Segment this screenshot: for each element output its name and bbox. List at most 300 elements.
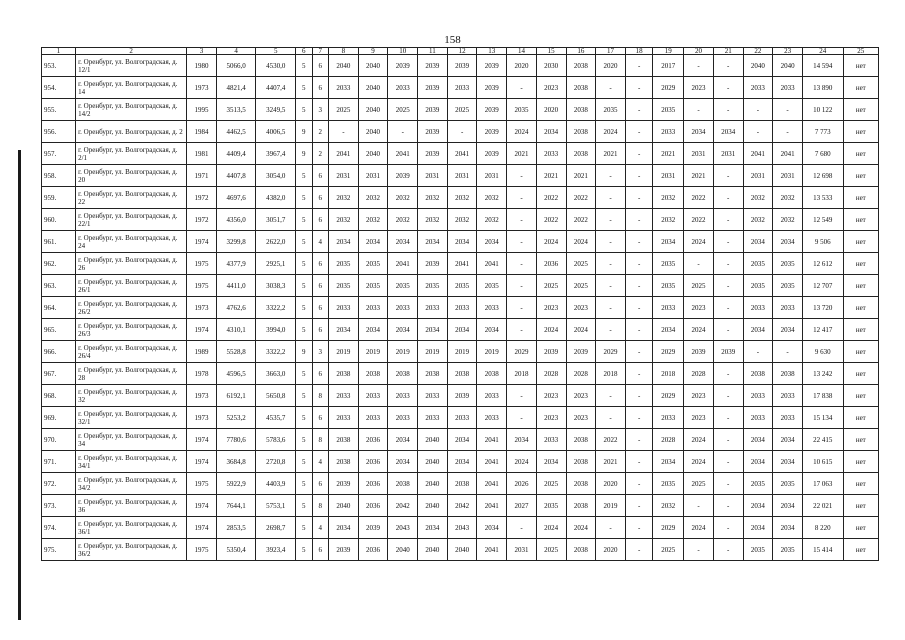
col-25-cell: нет [843, 165, 878, 187]
table-row [42, 231, 879, 253]
col-9-cell: 2019 [358, 341, 388, 363]
col-19-cell: 2031 [653, 165, 684, 187]
col-25-cell: нет [843, 55, 878, 77]
col-20-cell: 2024 [684, 231, 714, 253]
col-8-cell: 2035 [329, 275, 359, 297]
col-17-cell: - [596, 385, 626, 407]
col-10-cell: 2033 [388, 407, 418, 429]
address-cell: г. Оренбург, ул. Волгоградская, д. 12/1 [76, 55, 187, 77]
year-built-cell: 1973 [187, 407, 217, 429]
col-8-cell: 2034 [329, 231, 359, 253]
total-area-cell: 4407,8 [216, 165, 256, 187]
row-number-cell: 971. [42, 451, 76, 473]
floors-cell: 9 [296, 143, 312, 165]
floors-cell: 5 [296, 99, 312, 121]
col-20-cell: 2024 [684, 319, 714, 341]
col-24-cell: 7 680 [802, 143, 843, 165]
col-21-cell: - [713, 209, 743, 231]
col-21-cell: - [713, 451, 743, 473]
col-11-cell: 2034 [418, 319, 448, 341]
living-area-cell: 3994,0 [256, 319, 296, 341]
col-19-cell: 2033 [653, 121, 684, 143]
table-row [42, 253, 879, 275]
col-18-cell: - [625, 253, 652, 275]
col-23-cell: 2035 [773, 539, 803, 561]
col-8-cell: 2038 [329, 451, 359, 473]
col-20-cell: 2025 [684, 473, 714, 495]
col-10-cell: 2038 [388, 363, 418, 385]
col-18-cell: - [625, 385, 652, 407]
col-15-cell: 2023 [536, 297, 566, 319]
col-8-cell: 2032 [329, 187, 359, 209]
living-area-cell: 3249,5 [256, 99, 296, 121]
col-24-cell: 12 707 [802, 275, 843, 297]
living-area-cell: 4530,0 [256, 55, 296, 77]
floors-cell: 5 [296, 451, 312, 473]
table-row [42, 517, 879, 539]
col-19-cell: 2033 [653, 297, 684, 319]
col-18-cell: - [625, 297, 652, 319]
column-number-cell: 9 [358, 48, 388, 55]
col-16-cell: 2022 [566, 187, 596, 209]
year-built-cell: 1980 [187, 55, 217, 77]
total-area-cell: 7780,6 [216, 429, 256, 451]
col-18-cell: - [625, 231, 652, 253]
col-10-cell: 2042 [388, 495, 418, 517]
col-14-cell: 2029 [507, 341, 537, 363]
col-13-cell: 2041 [477, 451, 507, 473]
year-built-cell: 1975 [187, 473, 217, 495]
address-cell: г. Оренбург, ул. Волгоградская, д. 14 [76, 77, 187, 99]
col-14-cell: 2027 [507, 495, 537, 517]
col-16-cell: 2038 [566, 451, 596, 473]
col-25-cell: нет [843, 99, 878, 121]
col-19-cell: 2034 [653, 231, 684, 253]
living-area-cell: 4403,9 [256, 473, 296, 495]
entrances-cell: 2 [312, 121, 328, 143]
col-13-cell: 2033 [477, 385, 507, 407]
address-cell: г. Оренбург, ул. Волгоградская, д. 36 [76, 495, 187, 517]
col-19-cell: 2018 [653, 363, 684, 385]
table-row [42, 341, 879, 363]
col-22-cell: 2033 [743, 77, 773, 99]
col-23-cell: - [773, 99, 803, 121]
column-number-cell: 13 [477, 48, 507, 55]
col-14-cell: - [507, 209, 537, 231]
address-cell: г. Оренбург, ул. Волгоградская, д. 36/2 [76, 539, 187, 561]
table-row [42, 297, 879, 319]
col-9-cell: 2035 [358, 253, 388, 275]
col-15-cell: 2024 [536, 319, 566, 341]
living-area-cell: 3054,0 [256, 165, 296, 187]
col-8-cell: 2031 [329, 165, 359, 187]
col-23-cell: 2033 [773, 297, 803, 319]
col-21-cell: 2039 [713, 341, 743, 363]
col-10-cell: 2040 [388, 539, 418, 561]
col-18-cell: - [625, 275, 652, 297]
col-17-cell: 2035 [596, 99, 626, 121]
col-16-cell: 2038 [566, 495, 596, 517]
col-22-cell: 2035 [743, 473, 773, 495]
col-18-cell: - [625, 99, 652, 121]
column-number-cell: 11 [418, 48, 448, 55]
col-9-cell: 2034 [358, 231, 388, 253]
col-12-cell: 2025 [447, 99, 477, 121]
table-row [42, 473, 879, 495]
col-25-cell: нет [843, 77, 878, 99]
col-14-cell: - [507, 319, 537, 341]
col-11-cell: 2040 [418, 473, 448, 495]
col-20-cell: 2021 [684, 165, 714, 187]
entrances-cell: 6 [312, 165, 328, 187]
address-cell: г. Оренбург, ул. Волгоградская, д. 2/1 [76, 143, 187, 165]
col-24-cell: 22 415 [802, 429, 843, 451]
col-8-cell: - [329, 121, 359, 143]
col-19-cell: 2029 [653, 517, 684, 539]
col-11-cell: 2033 [418, 407, 448, 429]
column-number-cell: 6 [296, 48, 312, 55]
floors-cell: 5 [296, 297, 312, 319]
col-25-cell: нет [843, 187, 878, 209]
entrances-cell: 6 [312, 187, 328, 209]
col-18-cell: - [625, 429, 652, 451]
row-number-cell: 973. [42, 495, 76, 517]
col-24-cell: 15 414 [802, 539, 843, 561]
entrances-cell: 6 [312, 407, 328, 429]
col-22-cell: 2034 [743, 429, 773, 451]
col-9-cell: 2040 [358, 121, 388, 143]
page-binding-edge [18, 150, 21, 620]
col-15-cell: 2030 [536, 55, 566, 77]
col-14-cell: 2026 [507, 473, 537, 495]
col-22-cell: 2034 [743, 319, 773, 341]
col-18-cell: - [625, 517, 652, 539]
col-22-cell: 2033 [743, 385, 773, 407]
row-number-cell: 960. [42, 209, 76, 231]
col-9-cell: 2033 [358, 407, 388, 429]
col-8-cell: 2033 [329, 407, 359, 429]
col-11-cell: 2039 [418, 121, 448, 143]
entrances-cell: 6 [312, 473, 328, 495]
floors-cell: 9 [296, 341, 312, 363]
living-area-cell: 3923,4 [256, 539, 296, 561]
row-number-cell: 967. [42, 363, 76, 385]
col-12-cell: 2034 [447, 231, 477, 253]
entrances-cell: 6 [312, 297, 328, 319]
page-number: 158 [444, 34, 461, 46]
col-13-cell: 2033 [477, 407, 507, 429]
col-14-cell: 2020 [507, 55, 537, 77]
total-area-cell: 4411,0 [216, 275, 256, 297]
col-12-cell: 2032 [447, 209, 477, 231]
col-17-cell: - [596, 517, 626, 539]
col-8-cell: 2033 [329, 385, 359, 407]
row-number-cell: 959. [42, 187, 76, 209]
col-14-cell: 2034 [507, 429, 537, 451]
col-9-cell: 2032 [358, 187, 388, 209]
row-number-cell: 958. [42, 165, 76, 187]
col-17-cell: 2018 [596, 363, 626, 385]
col-20-cell: 2034 [684, 121, 714, 143]
address-cell: г. Оренбург, ул. Волгоградская, д. 14/2 [76, 99, 187, 121]
col-17-cell: 2021 [596, 451, 626, 473]
entrances-cell: 8 [312, 495, 328, 517]
col-11-cell: 2034 [418, 517, 448, 539]
col-10-cell: 2033 [388, 297, 418, 319]
floors-cell: 5 [296, 165, 312, 187]
col-15-cell: 2034 [536, 451, 566, 473]
entrances-cell: 6 [312, 209, 328, 231]
floors-cell: 5 [296, 319, 312, 341]
col-15-cell: 2025 [536, 539, 566, 561]
col-25-cell: нет [843, 253, 878, 275]
col-11-cell: 2039 [418, 253, 448, 275]
col-23-cell: 2035 [773, 253, 803, 275]
col-10-cell: 2034 [388, 451, 418, 473]
col-21-cell: - [713, 55, 743, 77]
floors-cell: 5 [296, 231, 312, 253]
col-15-cell: 2023 [536, 77, 566, 99]
col-8-cell: 2032 [329, 209, 359, 231]
col-16-cell: 2023 [566, 407, 596, 429]
floors-cell: 5 [296, 539, 312, 561]
col-10-cell: 2041 [388, 253, 418, 275]
table-row [42, 429, 879, 451]
table-body [42, 48, 879, 561]
col-12-cell: 2032 [447, 187, 477, 209]
column-number-cell: 22 [743, 48, 773, 55]
col-16-cell: 2024 [566, 517, 596, 539]
col-15-cell: 2033 [536, 143, 566, 165]
col-24-cell: 10 615 [802, 451, 843, 473]
col-12-cell: 2033 [447, 407, 477, 429]
col-11-cell: 2040 [418, 539, 448, 561]
col-21-cell: - [713, 539, 743, 561]
col-11-cell: 2038 [418, 363, 448, 385]
col-13-cell: 2019 [477, 341, 507, 363]
address-cell: г. Оренбург, ул. Волгоградская, д. 22/1 [76, 209, 187, 231]
col-11-cell: 2034 [418, 231, 448, 253]
col-20-cell: 2022 [684, 187, 714, 209]
col-24-cell: 15 134 [802, 407, 843, 429]
col-16-cell: 2038 [566, 77, 596, 99]
col-15-cell: 2023 [536, 407, 566, 429]
col-21-cell: - [713, 429, 743, 451]
total-area-cell: 5528,8 [216, 341, 256, 363]
entrances-cell: 3 [312, 99, 328, 121]
total-area-cell: 5922,9 [216, 473, 256, 495]
col-13-cell: 2038 [477, 363, 507, 385]
col-15-cell: 2039 [536, 341, 566, 363]
col-11-cell: 2040 [418, 429, 448, 451]
col-18-cell: - [625, 539, 652, 561]
total-area-cell: 3299,8 [216, 231, 256, 253]
col-13-cell: 2031 [477, 165, 507, 187]
column-number-cell: 17 [596, 48, 626, 55]
col-23-cell: 2033 [773, 77, 803, 99]
total-area-cell: 4310,1 [216, 319, 256, 341]
col-21-cell: - [713, 231, 743, 253]
col-25-cell: нет [843, 231, 878, 253]
col-9-cell: 2039 [358, 517, 388, 539]
col-20-cell: - [684, 253, 714, 275]
col-12-cell: 2034 [447, 429, 477, 451]
col-25-cell: нет [843, 385, 878, 407]
col-21-cell: - [713, 187, 743, 209]
row-number-cell: 953. [42, 55, 76, 77]
col-24-cell: 17 063 [802, 473, 843, 495]
col-12-cell: 2034 [447, 319, 477, 341]
col-22-cell: 2034 [743, 517, 773, 539]
col-18-cell: - [625, 143, 652, 165]
row-number-cell: 957. [42, 143, 76, 165]
col-13-cell: 2041 [477, 495, 507, 517]
col-11-cell: 2039 [418, 99, 448, 121]
col-20-cell: 2022 [684, 209, 714, 231]
table-row [42, 143, 879, 165]
year-built-cell: 1975 [187, 539, 217, 561]
col-21-cell: 2034 [713, 121, 743, 143]
col-10-cell: 2032 [388, 187, 418, 209]
col-16-cell: 2025 [566, 253, 596, 275]
col-21-cell: - [713, 253, 743, 275]
col-14-cell: 2021 [507, 143, 537, 165]
col-13-cell: 2041 [477, 473, 507, 495]
col-16-cell: 2021 [566, 165, 596, 187]
col-9-cell: 2035 [358, 275, 388, 297]
col-22-cell: 2033 [743, 297, 773, 319]
column-number-cell: 12 [447, 48, 477, 55]
column-number-cell: 8 [329, 48, 359, 55]
address-cell: г. Оренбург, ул. Волгоградская, д. 26/3 [76, 319, 187, 341]
col-12-cell: 2019 [447, 341, 477, 363]
year-built-cell: 1974 [187, 231, 217, 253]
address-cell: г. Оренбург, ул. Волгоградская, д. 32 [76, 385, 187, 407]
col-16-cell: 2038 [566, 55, 596, 77]
col-23-cell: 2034 [773, 517, 803, 539]
col-16-cell: 2038 [566, 539, 596, 561]
col-20-cell: 2023 [684, 77, 714, 99]
entrances-cell: 6 [312, 319, 328, 341]
col-18-cell: - [625, 495, 652, 517]
col-19-cell: 2035 [653, 473, 684, 495]
living-area-cell: 2720,8 [256, 451, 296, 473]
entrances-cell: 2 [312, 143, 328, 165]
year-built-cell: 1975 [187, 275, 217, 297]
total-area-cell: 4462,5 [216, 121, 256, 143]
col-24-cell: 13 890 [802, 77, 843, 99]
table-row [42, 165, 879, 187]
col-23-cell: 2034 [773, 231, 803, 253]
col-13-cell: 2039 [477, 99, 507, 121]
floors-cell: 5 [296, 275, 312, 297]
col-8-cell: 2019 [329, 341, 359, 363]
col-17-cell: - [596, 209, 626, 231]
col-13-cell: 2034 [477, 231, 507, 253]
col-15-cell: 2023 [536, 385, 566, 407]
column-number-cell: 4 [216, 48, 256, 55]
col-21-cell: - [713, 275, 743, 297]
col-15-cell: 2036 [536, 253, 566, 275]
col-21-cell: - [713, 517, 743, 539]
floors-cell: 5 [296, 253, 312, 275]
col-25-cell: нет [843, 517, 878, 539]
column-number-cell: 21 [713, 48, 743, 55]
col-23-cell: 2032 [773, 187, 803, 209]
col-10-cell: 2033 [388, 385, 418, 407]
floors-cell: 5 [296, 495, 312, 517]
col-12-cell: 2031 [447, 165, 477, 187]
col-17-cell: 2020 [596, 55, 626, 77]
column-number-cell: 20 [684, 48, 714, 55]
col-9-cell: 2033 [358, 297, 388, 319]
col-17-cell: - [596, 297, 626, 319]
col-22-cell: - [743, 341, 773, 363]
column-number-cell: 16 [566, 48, 596, 55]
col-23-cell: 2031 [773, 165, 803, 187]
col-24-cell: 13 242 [802, 363, 843, 385]
year-built-cell: 1981 [187, 143, 217, 165]
column-number-cell: 14 [507, 48, 537, 55]
col-25-cell: нет [843, 451, 878, 473]
table-row [42, 407, 879, 429]
column-number-cell: 5 [256, 48, 296, 55]
living-area-cell: 5783,6 [256, 429, 296, 451]
col-15-cell: 2020 [536, 99, 566, 121]
year-built-cell: 1974 [187, 495, 217, 517]
col-14-cell: 2018 [507, 363, 537, 385]
living-area-cell: 5753,1 [256, 495, 296, 517]
col-18-cell: - [625, 451, 652, 473]
total-area-cell: 3684,8 [216, 451, 256, 473]
col-17-cell: - [596, 231, 626, 253]
column-number-cell: 1 [42, 48, 76, 55]
col-16-cell: 2022 [566, 209, 596, 231]
col-22-cell: 2040 [743, 55, 773, 77]
col-22-cell: - [743, 121, 773, 143]
col-12-cell: - [447, 121, 477, 143]
col-9-cell: 2036 [358, 539, 388, 561]
table-row [42, 385, 879, 407]
col-23-cell: 2034 [773, 495, 803, 517]
col-19-cell: 2035 [653, 275, 684, 297]
year-built-cell: 1972 [187, 187, 217, 209]
col-18-cell: - [625, 121, 652, 143]
entrances-cell: 6 [312, 253, 328, 275]
col-19-cell: 2033 [653, 407, 684, 429]
col-14-cell: - [507, 165, 537, 187]
col-15-cell: 2022 [536, 209, 566, 231]
living-area-cell: 5650,8 [256, 385, 296, 407]
col-14-cell: - [507, 385, 537, 407]
column-number-cell: 2 [76, 48, 187, 55]
address-cell: г. Оренбург, ул. Волгоградская, д. 26 [76, 253, 187, 275]
col-10-cell: 2038 [388, 473, 418, 495]
row-number-cell: 974. [42, 517, 76, 539]
col-11-cell: 2019 [418, 341, 448, 363]
col-12-cell: 2033 [447, 77, 477, 99]
col-15-cell: 2034 [536, 121, 566, 143]
floors-cell: 5 [296, 473, 312, 495]
column-number-cell: 7 [312, 48, 328, 55]
col-12-cell: 2035 [447, 275, 477, 297]
entrances-cell: 8 [312, 385, 328, 407]
col-18-cell: - [625, 55, 652, 77]
floors-cell: 5 [296, 55, 312, 77]
col-11-cell: 2032 [418, 187, 448, 209]
col-21-cell: - [713, 495, 743, 517]
col-22-cell: 2033 [743, 407, 773, 429]
